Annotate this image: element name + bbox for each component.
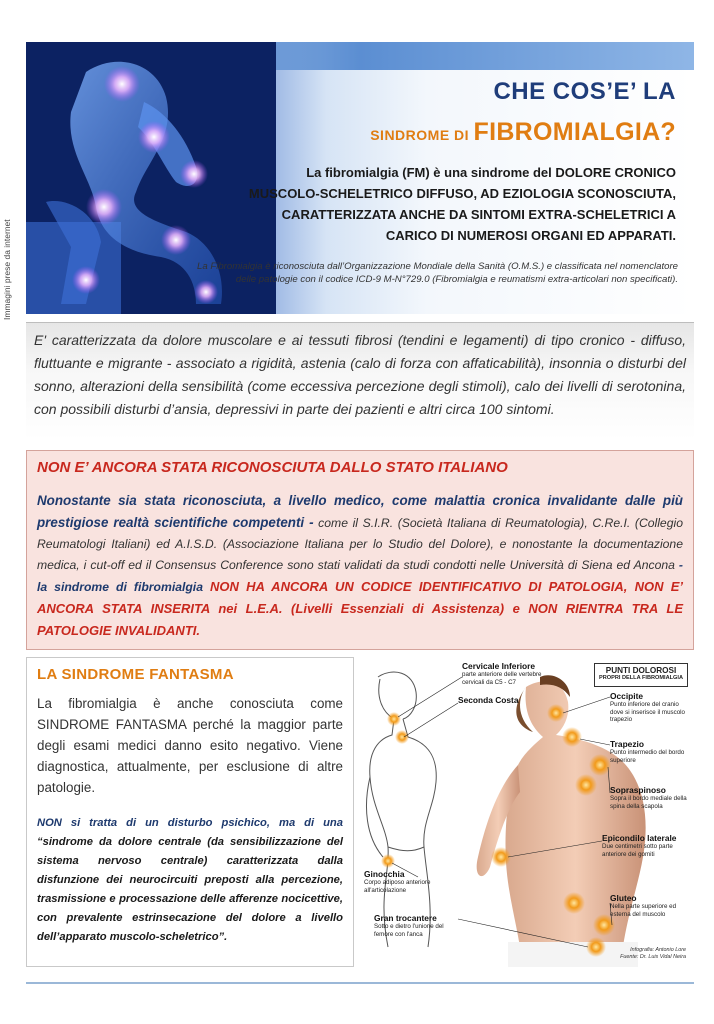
not-psychic-statement: NON si tratta di un disturbo psichico, ma di una xyxy=(37,817,343,829)
label-title: Seconda Costa xyxy=(458,695,519,705)
infographic-credit xyxy=(620,947,686,961)
label-desc: Sotto e dietro l'unione del femore con l'anca xyxy=(374,923,444,938)
credit-source: Fuente: Dr. Luis Vidal Neira xyxy=(620,954,686,960)
label-ginocchia xyxy=(364,869,454,894)
hero-banner xyxy=(26,42,694,314)
label-desc: Punto intermedio del bordo superiore xyxy=(610,749,685,764)
tender-points-subtitle: PROPRI DELLA FIBROMIALGIA xyxy=(598,675,683,681)
central-pain-paragraph xyxy=(37,814,343,947)
page-title-line1: CHE COS’E’ LA xyxy=(493,78,676,105)
label-occipite xyxy=(610,691,692,724)
label-title: Ginocchia xyxy=(364,869,405,879)
tender-points-title: PUNTI DOLOROSI xyxy=(605,666,677,675)
label-title: Occipite xyxy=(610,691,644,701)
title-big-part: FIBROMIALGIA? xyxy=(473,118,676,146)
alert-body-text: come il S.I.R. (Società Italiana di Reumatologia), C.Re.I. (Collegio Reumatologi Italiani) ed A.I.S.D. (Associazione Italiana per lo Studio del Dolore), e nonostante la documentazione medica, i cut-off ed il Consensus Conference sono stati validati da studi condotti nelle Università di Siena ed Ancona xyxy=(37,516,683,572)
phantom-paragraph: La fibromialgia è anche conosciuta come SINDROME FANTASMA perché la maggior parte degli esami medici danno esito negativo. Viene diagnostica, attualmente, per esclusione di altre patologie. xyxy=(37,696,343,795)
label-trapezio xyxy=(610,739,692,764)
tender-points-box xyxy=(594,663,688,687)
label-gran-trocantere xyxy=(374,913,464,938)
alert-bold-bridge: - la sindrome di fibromialgia xyxy=(37,558,683,594)
label-title: Trapezio xyxy=(610,739,644,749)
label-gluteo xyxy=(610,893,692,918)
label-title: Gran trocantere xyxy=(374,913,437,923)
alert-bold-intro: Nonostante sia stata riconosciuta, a livello medico, come malattia cronica invalidante dalle più prestigiose realtà scientifiche competenti - xyxy=(37,493,683,530)
central-pain-definition: “sindrome da dolore centrale (da sensibilizzazione del sistema nervoso centrale) caratterizzata dalla disfunzione dei neurocircuiti preposti alla percezione, trasmissione e processazione delle afferenze nocicettive, con prevalente estrinsecazione del dolore a livello dell’apparato muscolo-scheletrico”. xyxy=(37,836,343,943)
alert-heading: NON E’ ANCORA STATA RICONOSCIUTA DALLO STATO ITALIANO xyxy=(37,459,508,476)
label-sopraspinoso xyxy=(610,785,692,810)
credit-author: Infografia: Antonio Lore xyxy=(630,947,686,953)
image-credit-caption: Immagini prese da internet xyxy=(2,219,12,320)
label-desc: Sopra il bordo mediale della spina della scapola xyxy=(610,795,687,810)
label-desc: Corpo adiposo anteriore all'articolazione xyxy=(364,879,431,894)
label-seconda-costa xyxy=(458,695,538,705)
recognition-alert-box xyxy=(26,450,694,650)
page-title-line2 xyxy=(370,118,676,147)
phantom-syndrome-section xyxy=(26,657,354,967)
label-desc: parte anteriore delle vertebre cervicali da C5 - C7 xyxy=(462,671,542,686)
definition-paragraph: La fibromialgia (FM) è una sindrome del DOLORE CRONICO MUSCOLO-SCHELETRICO DIFFUSO, AD EZIOLOGIA SCONOSCIUTA, CARATTERIZZATA ANCHE DA SINTOMI EXTRA-SCHELETRICI A CARICO DI NUMEROSI ORGANI ED APPARATI. xyxy=(248,165,676,243)
who-recognition-note: La Fibromialgia è riconosciuta dall’Organizzazione Mondiale della Sanità (O.M.S.) e classificata nel nomenclatore delle patologie con il codice ICD-9 M-N°729.0 (Fibromialgia e reumatismi extra-articolari non specificati). xyxy=(197,261,678,285)
label-title: Epicondilo laterale xyxy=(602,833,677,843)
footer-divider xyxy=(26,982,694,984)
label-title: Sopraspinoso xyxy=(610,785,666,795)
label-epicondilo-laterale xyxy=(602,833,692,858)
symptoms-section xyxy=(26,322,694,440)
alert-paragraph xyxy=(37,490,683,642)
tender-points-infographic xyxy=(358,657,694,967)
phantom-heading: LA SINDROME FANTASMA xyxy=(37,666,234,683)
label-desc: Punto inferiore del cranio dove si inserisce il muscolo trapezio xyxy=(610,701,685,723)
symptoms-paragraph: E' caratterizzata da dolore muscolare e ai tessuti fibrosi (tendini e legamenti) di tipo cronico - diffuso, fluttuante e migrante - associato a rigidità, astenia (calo di forza con affaticabilità), insonnia o disturbi del sonno, alterazioni della sensibilità (come eccessiva percezione degli stimoli), calo dei livelli di serotonina, con possibili disturbi d’ansia, depressivi in parte dei pazienti e altri circa 100 sintomi. xyxy=(34,332,686,417)
label-cervicale-inferiore xyxy=(462,661,562,686)
label-desc: Nella parte superiore ed esterna del muscolo xyxy=(610,903,677,918)
label-title: Gluteo xyxy=(610,893,637,903)
label-title: Cervicale Inferiore xyxy=(462,661,536,671)
title-small-part: SINDROME DI xyxy=(370,127,470,143)
label-desc: Due centimetri sotto parte anteriore dei gomiti xyxy=(602,843,673,858)
alert-red-statement: NON HA ANCORA UN CODICE IDENTIFICATIVO DI PATOLOGIA, NON E’ ANCORA STATA INSERITA nei L.E.A. (Livelli Essenziali di Assistenza) e NON RIENTRA TRA LE PATOLOGIE INVALIDANTI. xyxy=(37,579,683,638)
